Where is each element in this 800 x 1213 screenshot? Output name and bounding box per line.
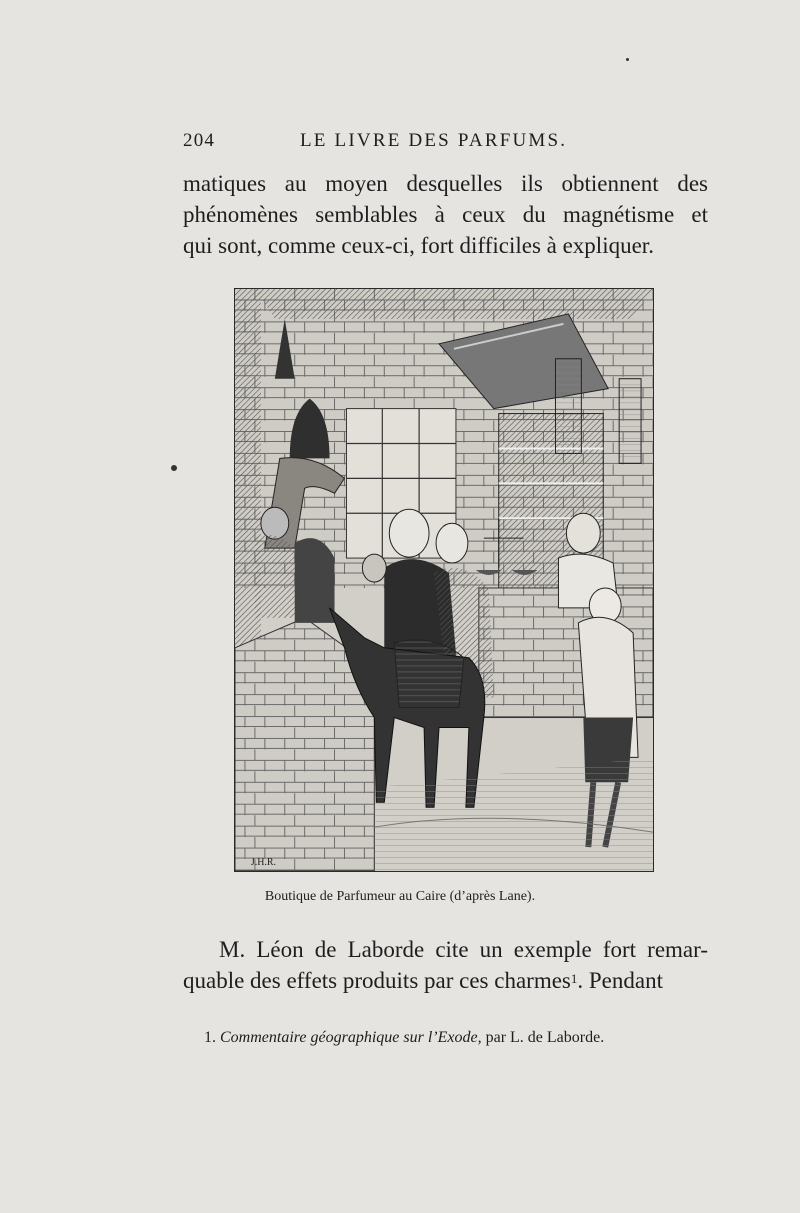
footnote-title: Commentaire géographique sur l’Exode, [220, 1029, 482, 1046]
text-line: phénomènes semblables à ceux du magnétisme et [183, 202, 708, 227]
footnote-number: 1. [204, 1029, 216, 1046]
page-number: 204 [183, 130, 216, 151]
engraving-illustration [234, 288, 654, 872]
text-line: M. Léon de Laborde cite un exemple fort remar- [219, 937, 708, 962]
top-paragraph [183, 168, 708, 261]
text-segment: quable des effets produits par ces charmes [183, 968, 571, 993]
text-segment: . Pendant [577, 968, 663, 993]
engraver-signature: J.H.R. [250, 857, 277, 869]
ink-speck [626, 58, 629, 61]
bottom-paragraph [183, 934, 708, 996]
ink-speck [171, 465, 177, 471]
figure-caption: Boutique de Parfumeur au Caire (d’après Lane). [264, 889, 536, 904]
footnote-marker: 1 [570, 971, 578, 986]
book-title: LE LIVRE DES PARFUMS. [300, 130, 568, 151]
text-line: qui sont, comme ceux-ci, fort difficiles à expliquer. [183, 233, 654, 258]
perfume-shop-engraving [235, 289, 653, 871]
footnote-author: par L. de Laborde. [485, 1029, 605, 1046]
footnote [204, 1029, 604, 1047]
text-line: matiques au moyen desquelles ils obtiennent des [183, 171, 708, 196]
text-line [183, 965, 708, 996]
